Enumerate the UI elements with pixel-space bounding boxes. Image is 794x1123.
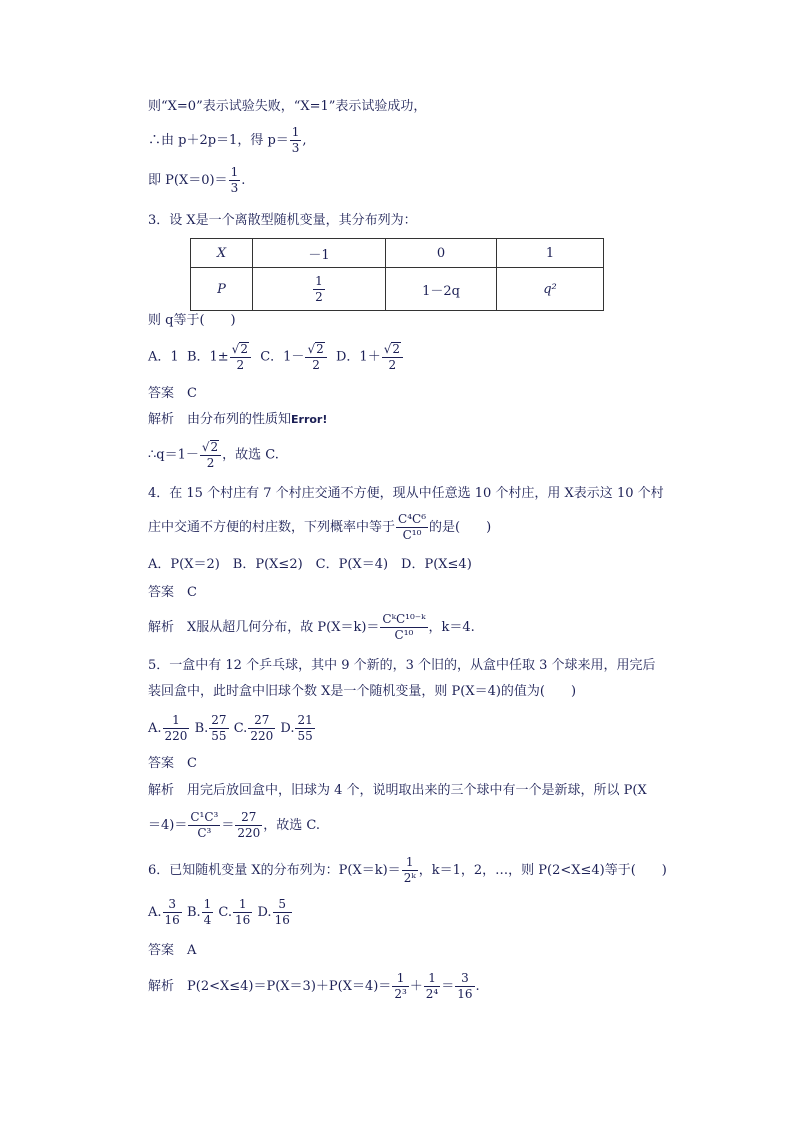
option-c: C. bbox=[218, 905, 233, 920]
text-segment: ＝ bbox=[441, 979, 455, 994]
numerator: 1 bbox=[230, 165, 239, 179]
denominator: 2 bbox=[388, 358, 397, 372]
numerator: 3 bbox=[455, 972, 474, 987]
radicand: 2 bbox=[316, 342, 324, 356]
question-5-stem-line1: 5．一盒中有 12 个乒乓球，其中 9 个新的，3 个旧的，从盒中任取 3 个球来用，用完后 bbox=[148, 658, 656, 673]
text-line-px0 bbox=[148, 166, 245, 195]
numerator: 1 bbox=[291, 125, 300, 139]
question-3-analysis bbox=[148, 413, 327, 426]
fraction bbox=[455, 972, 474, 1001]
numerator: 27 bbox=[248, 714, 275, 729]
text-line-p-solution bbox=[148, 126, 307, 155]
denominator: 2³ bbox=[394, 987, 407, 1001]
fraction bbox=[233, 898, 252, 927]
text-segment: 解析 P(2<X≤4)＝P(X＝3)＋P(X＝4)＝ bbox=[148, 979, 392, 994]
numerator: √2 bbox=[230, 342, 251, 358]
fraction bbox=[229, 166, 241, 195]
question-5-stem-line2: 装回盒中，此时盒中旧球个数 X是一个随机变量，则 P(X＝4)的值为( ) bbox=[148, 684, 577, 699]
question-3-ask: 则 q等于( ) bbox=[148, 313, 236, 328]
fraction bbox=[402, 856, 418, 885]
option-d: D. bbox=[280, 721, 295, 736]
option-b: B．1± bbox=[186, 349, 229, 365]
question-6-options bbox=[148, 898, 293, 927]
table-cell bbox=[253, 268, 386, 311]
denominator: 16 bbox=[457, 987, 473, 1001]
denominator: 220 bbox=[237, 826, 261, 840]
table-cell: 1－2q bbox=[386, 268, 497, 311]
question-4-stem-line2 bbox=[148, 513, 491, 542]
fraction bbox=[163, 898, 182, 927]
fraction bbox=[235, 811, 262, 840]
denominator: 55 bbox=[211, 729, 227, 743]
numerator: 5 bbox=[273, 898, 292, 913]
numerator: 1 bbox=[203, 897, 212, 911]
fraction bbox=[202, 898, 214, 927]
text-segment: 6．已知随机变量 X的分布列为：P(X＝k)＝ bbox=[148, 863, 401, 878]
denominator: 3 bbox=[230, 181, 239, 195]
numerator: √2 bbox=[200, 440, 221, 456]
question-5-options bbox=[148, 714, 316, 743]
option-c: C．1－ bbox=[260, 349, 305, 365]
fraction bbox=[380, 613, 427, 642]
denominator: C³ bbox=[197, 826, 212, 840]
question-5-analysis-line2 bbox=[148, 811, 320, 840]
denominator: 2ᵏ bbox=[403, 871, 416, 885]
numerator: 1 bbox=[163, 714, 190, 729]
denominator: 16 bbox=[164, 913, 180, 927]
numerator: 1 bbox=[233, 898, 252, 913]
table-cell: 0 bbox=[386, 239, 497, 268]
question-6-stem bbox=[148, 856, 667, 885]
numerator: 21 bbox=[297, 713, 313, 727]
question-3-stem: 3．设 X是一个离散型随机变量，其分布列为： bbox=[148, 213, 417, 228]
question-3-options bbox=[148, 342, 404, 372]
option-c: C. bbox=[233, 721, 248, 736]
denominator: C¹⁰ bbox=[394, 628, 414, 642]
sqrt-fraction bbox=[200, 440, 221, 470]
question-3-answer: 答案 C bbox=[148, 386, 197, 401]
text-segment: ∴由 p＋2p＝1，得 p＝ bbox=[148, 133, 289, 148]
text-segment: 的是( ) bbox=[429, 520, 492, 535]
question-6-analysis bbox=[148, 972, 480, 1001]
error-text: Error! bbox=[291, 413, 328, 426]
denominator: C¹⁰ bbox=[402, 528, 422, 542]
denominator: 4 bbox=[203, 913, 212, 927]
numerator: 27 bbox=[235, 811, 262, 826]
text-segment: ＝ bbox=[221, 818, 235, 833]
fraction bbox=[273, 898, 292, 927]
question-4-stem-line1: 4．在 15 个村庄有 7 个村庄交通不方便，现从中任意选 10 个村庄，用 X表示这 10 个村 bbox=[148, 486, 664, 501]
sqrt-fraction bbox=[382, 342, 403, 372]
fraction bbox=[295, 714, 314, 743]
radicand: 2 bbox=[210, 440, 219, 454]
fraction bbox=[290, 126, 302, 155]
table-row bbox=[191, 239, 604, 268]
numerator: C⁴C⁶ bbox=[398, 512, 426, 526]
numerator: 1 bbox=[424, 972, 440, 987]
table-cell: P bbox=[191, 268, 253, 311]
denominator: 2 bbox=[206, 456, 215, 470]
numerator: 1 bbox=[402, 856, 418, 871]
numerator: 1 bbox=[392, 972, 408, 987]
table-cell: 1 bbox=[497, 239, 604, 268]
text-segment: ，故选 C. bbox=[263, 818, 320, 833]
radicand: 2 bbox=[392, 342, 400, 356]
option-a: A. bbox=[148, 721, 162, 736]
fraction bbox=[392, 972, 408, 1001]
text-segment: 解析 由分布列的性质知 bbox=[148, 412, 292, 427]
table-cell: X bbox=[191, 239, 253, 268]
denominator: 55 bbox=[297, 729, 313, 743]
denominator: 220 bbox=[250, 729, 274, 743]
numerator: 27 bbox=[211, 713, 227, 727]
text-segment: ，k＝1，2，…，则 P(2<X≤4)等于( ) bbox=[418, 863, 667, 878]
text-line-x-meaning: 则“X=0”表示试验失败，“X=1”表示试验成功， bbox=[148, 99, 427, 114]
numerator: 1 bbox=[315, 273, 323, 288]
numerator: √2 bbox=[305, 342, 326, 358]
text-segment: . bbox=[475, 979, 480, 994]
text-segment: ，k＝4. bbox=[428, 620, 475, 635]
text-segment: ，故选 C. bbox=[222, 447, 279, 463]
denominator: 2 bbox=[315, 289, 323, 304]
distribution-table bbox=[190, 238, 604, 311]
table-cell: －1 bbox=[253, 239, 386, 268]
numerator: CᵏC¹⁰⁻ᵏ bbox=[382, 612, 426, 626]
denominator: 220 bbox=[164, 729, 188, 743]
question-5-analysis-line1: 解析 用完后放回盒中，旧球为 4 个，说明取出来的三个球中有一个是新球，所以 P(X bbox=[148, 783, 647, 798]
denominator: 2⁴ bbox=[425, 987, 439, 1001]
text-segment: 解析 X服从超几何分布，故 P(X＝k)＝ bbox=[148, 620, 380, 635]
denominator: 2 bbox=[236, 358, 245, 372]
text-segment: , bbox=[302, 133, 307, 148]
denominator: 3 bbox=[291, 141, 300, 155]
question-4-answer: 答案 C bbox=[148, 585, 197, 600]
option-d: D．1＋ bbox=[336, 349, 381, 365]
numerator: C¹C³ bbox=[190, 810, 219, 824]
option-a: A．1 bbox=[148, 349, 179, 365]
fraction bbox=[424, 972, 440, 1001]
fraction bbox=[163, 714, 190, 743]
question-4-analysis bbox=[148, 613, 475, 642]
option-d: D. bbox=[257, 905, 272, 920]
fraction bbox=[248, 714, 275, 743]
table-row bbox=[191, 268, 604, 311]
question-4-options: A．P(X＝2) B．P(X≤2) C．P(X＝4) D．P(X≤4) bbox=[148, 557, 472, 572]
numerator: 3 bbox=[163, 898, 182, 913]
fraction bbox=[209, 714, 228, 743]
option-b: B. bbox=[194, 721, 209, 736]
fraction bbox=[313, 275, 325, 304]
denominator: 16 bbox=[274, 913, 290, 927]
option-b: B. bbox=[186, 905, 201, 920]
question-3-conclusion bbox=[148, 440, 279, 470]
fraction bbox=[188, 811, 220, 840]
text-segment: 庄中交通不方便的村庄数，下列概率中等于 bbox=[148, 520, 396, 535]
radicand: 2 bbox=[240, 342, 248, 356]
question-6-answer: 答案 A bbox=[148, 943, 197, 958]
text-segment: . bbox=[241, 173, 246, 188]
text-segment: ＋ bbox=[409, 979, 423, 994]
question-5-answer: 答案 C bbox=[148, 756, 197, 771]
text-segment: 即 P(X＝0)＝ bbox=[148, 173, 228, 188]
fraction bbox=[396, 513, 428, 542]
text-segment: ＝4)＝ bbox=[148, 818, 188, 833]
denominator: 2 bbox=[312, 358, 320, 372]
sqrt-fraction bbox=[230, 342, 251, 372]
denominator: 16 bbox=[235, 913, 251, 927]
option-a: A. bbox=[148, 905, 162, 920]
table-cell: q² bbox=[497, 268, 604, 311]
text-segment: ∴q＝1－ bbox=[148, 447, 199, 463]
numerator: √2 bbox=[382, 342, 403, 358]
sqrt-fraction bbox=[305, 342, 326, 372]
